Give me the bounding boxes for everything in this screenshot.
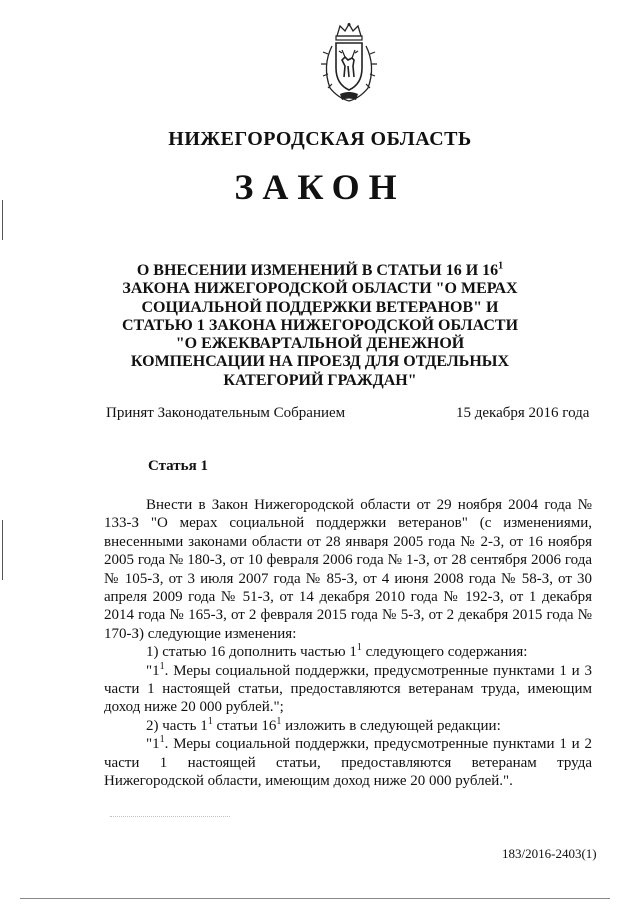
- scan-edge-left-2: [2, 520, 3, 580]
- article-quote-1: "$1^1$. Меры социальной поддержки, предусмотренные пунктами 1 и 3 части 1 настоящей статьи, предоставляются ветеранам труда, имеющим доход ниже 20 000 рублей.";: [104, 660, 592, 716]
- scan-edge-left: [2, 200, 3, 240]
- region-name: НИЖЕГОРОДСКАЯ ОБЛАСТЬ: [168, 128, 472, 150]
- document-number: 183/2016-2403(1): [502, 846, 597, 861]
- article-quote-2: "$1^1$. Меры социальной поддержки, предусмотренные пунктами 1 и 2 части 1 настоящей статьи, предоставляются ветеранам труда Нижегородской области, имеющим доход ниже 20 000 рублей.".: [104, 734, 592, 790]
- law-title: О ВНЕСЕНИИ ИЗМЕНЕНИЙ В СТАТЬИ 16 И $16^1$ ЗАКОНА НИЖЕГОРОДСКОЙ ОБЛАСТИ "О МЕРАХ СОЦИАЛЬНОЙ ПОДДЕРЖКИ ВЕТЕРАНОВ" И СТАТЬЮ 1 ЗАКОНА НИЖЕГОРОДСКОЙ ОБЛАСТИ "О ЕЖЕКВАРТАЛЬНОЙ ДЕНЕЖНОЙ КОМПЕНСАЦИИ НА ПРОЕЗД ДЛЯ ОТДЕЛЬНЫХ КАТЕГОРИЙ ГРАЖДАН": [121, 260, 519, 389]
- adoption-text: Принят Законодательным Собранием: [106, 405, 346, 421]
- scan-artifact: [110, 816, 230, 820]
- adoption-date: 15 декабря 2016 года: [456, 405, 590, 421]
- article-intro: Внести в Закон Нижегородской области от 29 ноября 2004 года № 133-З "О мерах социальной поддержки ветеранов" (с изменениями, внесенными законами области от 28 января 2005 года № 2-З, от 16 ноября 2005 года № 180-З, от 10 февраля 2006 года № 1-З, от 28 сентября 2006 года № 105-З, от 3 июля 2007 года № 85-З, от 4 июня 2008 года № 58-З, от 30 апреля 2009 года № 51-З, от 14 декабря 2010 года № 192-З, от 1 декабря 2014 года № 165-З, от 2 февраля 2015 года № 5-З, от 2 декабря 2015 года № 170-З) следующие изменения:: [104, 497, 592, 642]
- article-item-2: 2) часть $1^1$ статьи $16^1$ изложить в следующей редакции:: [146, 715, 501, 734]
- article-item-1: 1) статью 16 дополнить частью $1^1$ следующего содержания:: [146, 642, 528, 661]
- scan-edge-bottom: [20, 898, 610, 899]
- article-heading: Статья 1: [148, 458, 208, 474]
- coat-of-arms-icon: [318, 22, 380, 104]
- article-body: [104, 496, 592, 791]
- document-type: ЗАКОН: [234, 167, 406, 207]
